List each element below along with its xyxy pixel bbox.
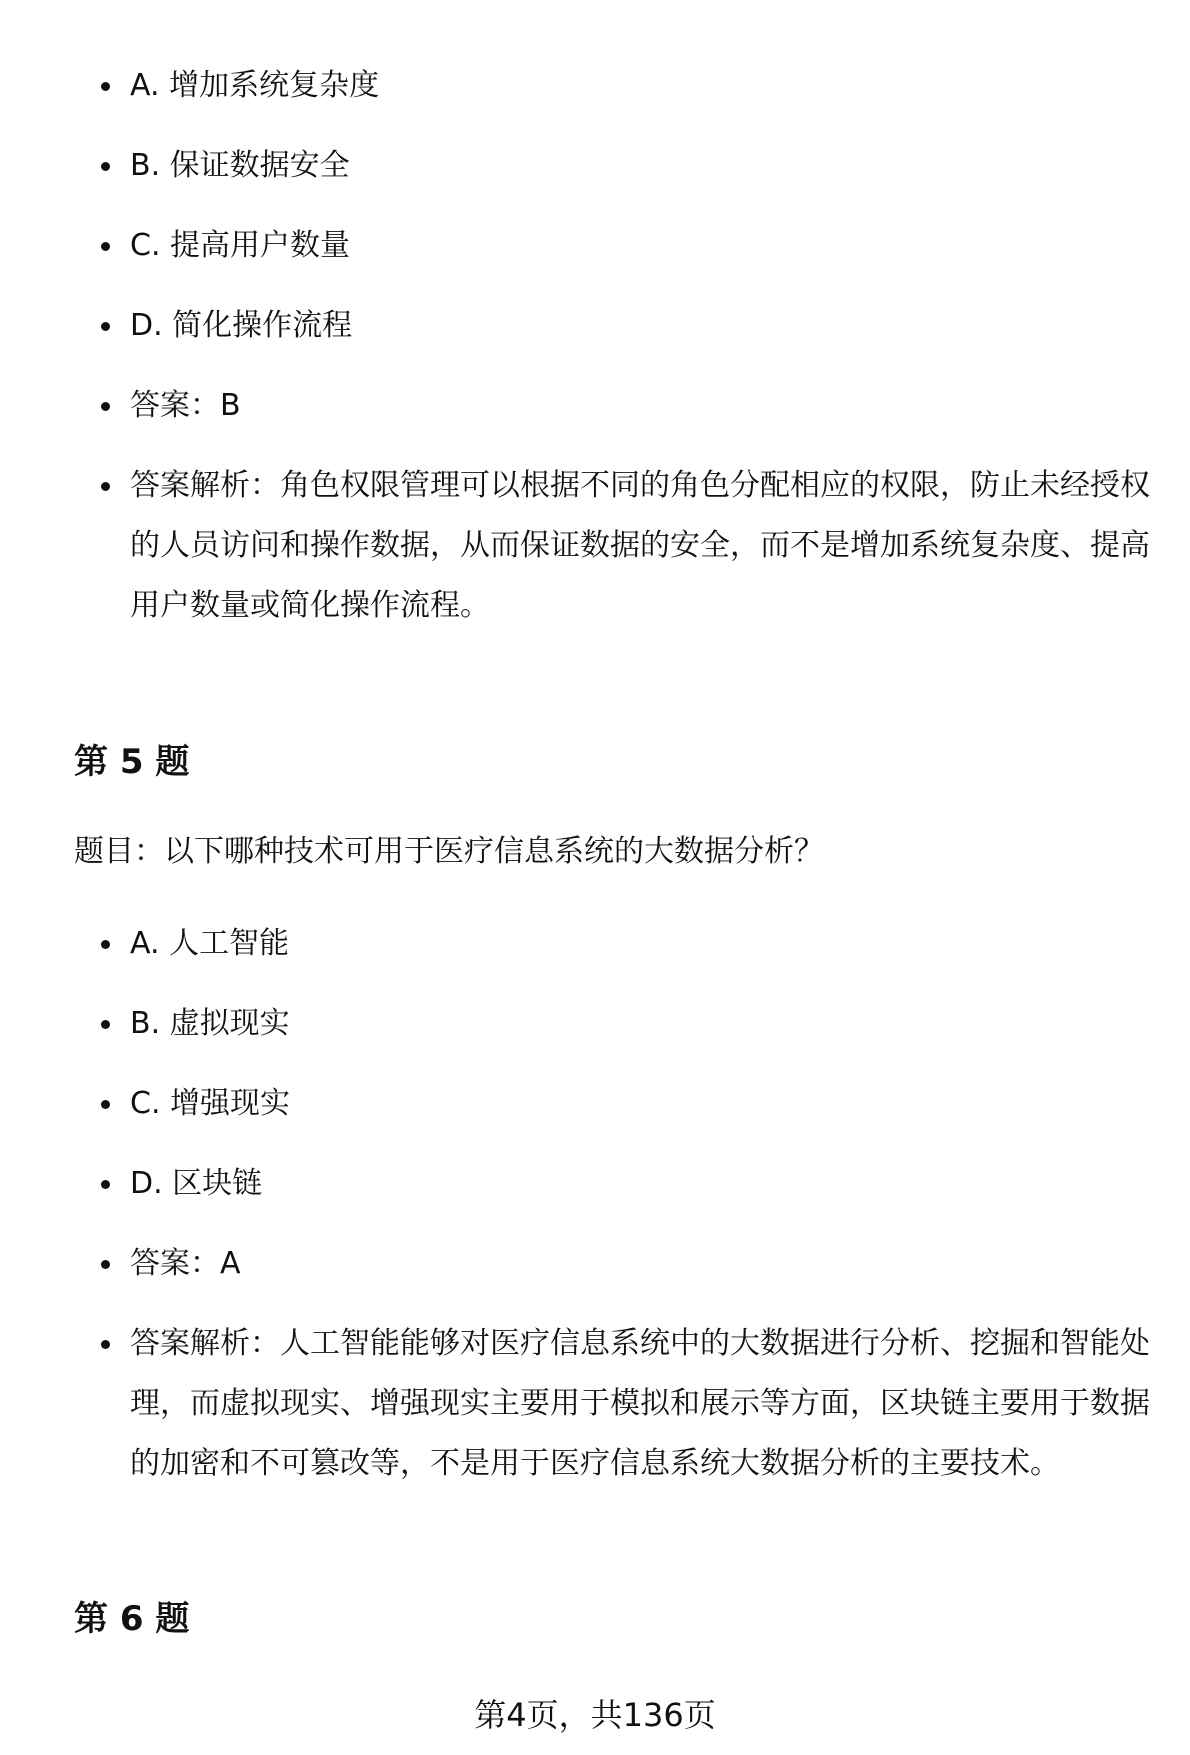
option-text: B. 保证数据安全 xyxy=(130,148,350,183)
q5-heading: 第 5 题 xyxy=(74,742,190,782)
bullet-dot xyxy=(101,1340,110,1349)
page-number-footer: 第4页，共136页 xyxy=(474,1696,716,1734)
option-text: D. 简化操作流程 xyxy=(130,308,353,343)
bullet-dot xyxy=(101,1260,110,1269)
bullet-dot xyxy=(101,322,110,331)
q4-option-d xyxy=(0,296,1190,356)
explanation-text: 答案解析：人工智能能够对医疗信息系统中的大数据进行分析、挖掘和智能处理，而虚拟现实、增强现实主要用于模拟和展示等方面，区块链主要用于数据的加密和不可篡改等，不是用于医疗信息系统大数据分析的主要技术。 xyxy=(130,1326,1150,1481)
q4-options-list xyxy=(0,56,1190,666)
q4-option-a xyxy=(0,56,1190,116)
bullet-dot xyxy=(101,402,110,411)
answer-text: 答案：B xyxy=(130,388,241,423)
bullet-dot xyxy=(101,940,110,949)
q5-option-c xyxy=(0,1074,1190,1134)
bullet-dot xyxy=(101,82,110,91)
q4-option-c xyxy=(0,216,1190,276)
q5-option-d xyxy=(0,1154,1190,1214)
bullet-dot xyxy=(101,1100,110,1109)
bullet-dot xyxy=(101,482,110,491)
q4-answer xyxy=(0,376,1190,436)
q5-option-b xyxy=(0,994,1190,1054)
q5-question-text: 题目：以下哪种技术可用于医疗信息系统的大数据分析？ xyxy=(74,834,824,869)
q6-heading: 第 6 题 xyxy=(74,1599,190,1639)
q5-options-list xyxy=(0,914,1190,1524)
bullet-dot xyxy=(101,162,110,171)
option-text: A. 人工智能 xyxy=(130,926,290,961)
option-text: A. 增加系统复杂度 xyxy=(130,68,380,103)
bullet-dot xyxy=(101,242,110,251)
q4-explanation xyxy=(0,456,1190,636)
q5-explanation xyxy=(0,1314,1190,1494)
bullet-dot xyxy=(101,1180,110,1189)
explanation-text: 答案解析：角色权限管理可以根据不同的角色分配相应的权限，防止未经授权的人员访问和操作数据，从而保证数据的安全，而不是增加系统复杂度、提高用户数量或简化操作流程。 xyxy=(130,468,1150,623)
option-text: C. 增强现实 xyxy=(130,1086,291,1121)
option-text: B. 虚拟现实 xyxy=(130,1006,290,1041)
q4-option-b xyxy=(0,136,1190,196)
q5-answer xyxy=(0,1234,1190,1294)
answer-text: 答案：A xyxy=(130,1246,241,1281)
option-text: D. 区块链 xyxy=(130,1166,263,1201)
bullet-dot xyxy=(101,1020,110,1029)
option-text: C. 提高用户数量 xyxy=(130,228,351,263)
q5-option-a xyxy=(0,914,1190,974)
